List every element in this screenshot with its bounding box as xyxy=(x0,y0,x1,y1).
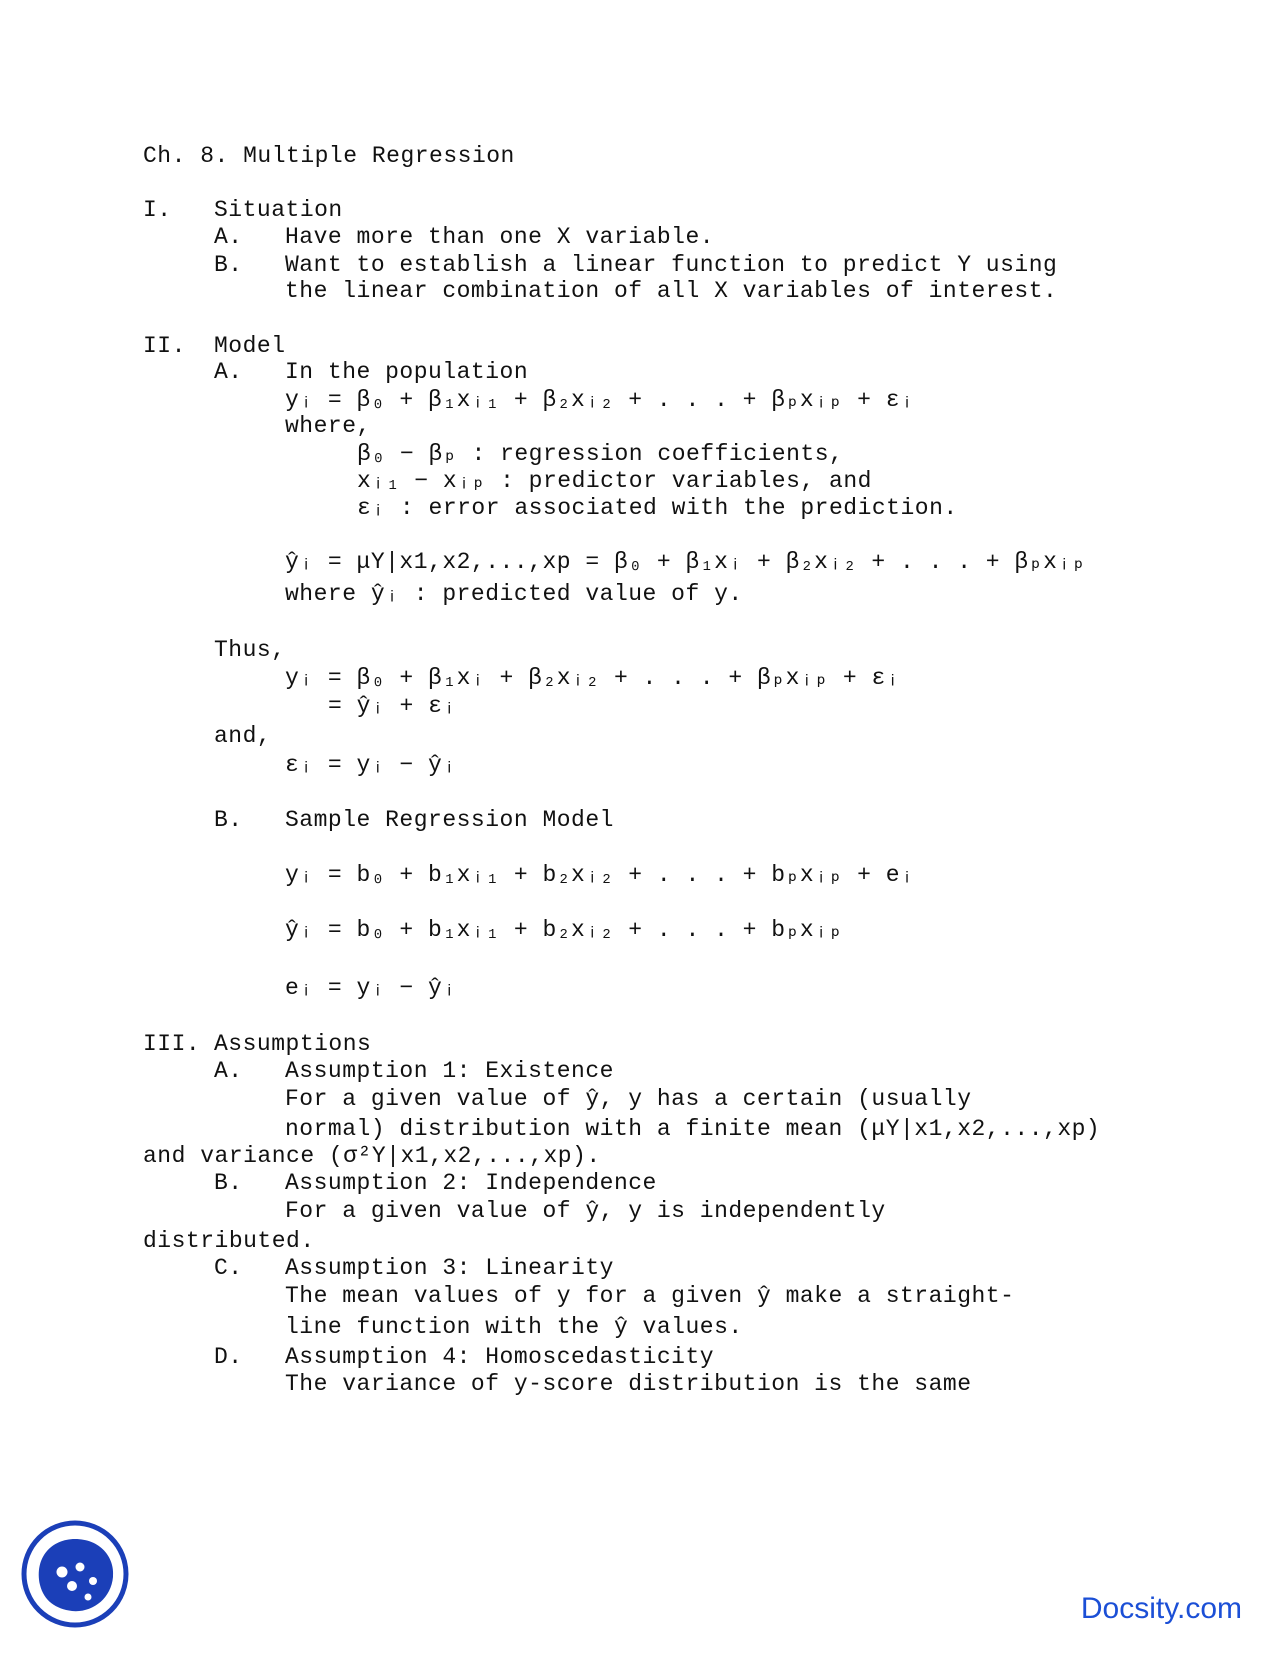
page-title: Ch. 8. Multiple Regression xyxy=(143,143,515,169)
definition-coefficients: β₀ − βₚ : regression coefficients, xyxy=(357,441,844,467)
item-1a-text: Have more than one X variable. xyxy=(285,224,715,250)
item-2b-label: B. xyxy=(214,807,243,833)
item-3a-heading: Assumption 1: Existence xyxy=(285,1058,614,1084)
item-3b-text-line1: For a given value of ŷ, y is independently xyxy=(285,1198,886,1224)
definition-error: εᵢ : error associated with the prediction. xyxy=(357,495,958,521)
thus-label: Thus, xyxy=(214,637,286,663)
item-3c-label: C. xyxy=(214,1255,243,1281)
equation-sample-predicted: ŷᵢ = b₀ + b₁xᵢ₁ + b₂xᵢ₂ + . . . + bₚxᵢₚ xyxy=(285,917,843,943)
item-1b-text-line2: the linear combination of all X variables of interest. xyxy=(285,278,1058,304)
item-2a-text: In the population xyxy=(285,359,529,385)
item-1b-text-line1: Want to establish a linear function to predict Y using xyxy=(285,252,1058,278)
equation-thus: yᵢ = β₀ + β₁xᵢ + β₂xᵢ₂ + . . . + βₚxᵢₚ + εᵢ xyxy=(285,665,901,691)
item-3c-text-line1: The mean values of y for a given ŷ make a straight- xyxy=(285,1283,1015,1309)
equation-population: yᵢ = β₀ + β₁xᵢ₁ + β₂xᵢ₂ + . . . + βₚxᵢₚ + εᵢ xyxy=(285,387,915,413)
item-3a-text-line2: normal) distribution with a finite mean (μY|x1,x2,...,xp) xyxy=(285,1116,1101,1142)
item-3b-text-line2: distributed. xyxy=(143,1228,315,1254)
item-2b-text: Sample Regression Model xyxy=(285,807,614,833)
section-1-heading: Situation xyxy=(214,197,343,223)
item-3c-text-line2: line function with the ŷ values. xyxy=(285,1314,743,1340)
section-3-heading: Assumptions xyxy=(214,1031,372,1057)
item-3d-label: D. xyxy=(214,1344,243,1370)
equation-error: εᵢ = yᵢ − ŷᵢ xyxy=(285,752,457,778)
item-3d-text-line1: The variance of y-score distribution is the same xyxy=(285,1371,972,1397)
and-label: and, xyxy=(214,723,272,749)
section-2-number: II. xyxy=(143,333,186,359)
item-3c-heading: Assumption 3: Linearity xyxy=(285,1255,614,1281)
item-3b-label: B. xyxy=(214,1170,243,1196)
section-1-number: I. xyxy=(143,197,172,223)
item-2a-label: A. xyxy=(214,359,243,385)
section-2-heading: Model xyxy=(214,333,286,359)
item-3b-heading: Assumption 2: Independence xyxy=(285,1170,657,1196)
equation-sample-residual: eᵢ = yᵢ − ŷᵢ xyxy=(285,975,457,1001)
item-1b-label: B. xyxy=(214,252,243,278)
item-3a-text-line1: For a given value of ŷ, y has a certain (usually xyxy=(285,1086,972,1112)
section-3-number: III. xyxy=(143,1031,201,1057)
item-3a-label: A. xyxy=(214,1058,243,1084)
definition-predictors: xᵢ₁ − xᵢₚ : predictor variables, and xyxy=(357,468,872,494)
item-1a-label: A. xyxy=(214,224,243,250)
equation-sample: yᵢ = b₀ + b₁xᵢ₁ + b₂xᵢ₂ + . . . + bₚxᵢₚ + eᵢ xyxy=(285,862,915,888)
equation-thus-continued: = ŷᵢ + εᵢ xyxy=(328,693,457,719)
docsity-logo-icon[interactable] xyxy=(20,1519,130,1629)
where-label: where, xyxy=(285,413,371,439)
equation-predicted: ŷᵢ = μY|x1,x2,...,xp = β₀ + β₁xᵢ + β₂xᵢ₂ + . . . + βₚxᵢₚ xyxy=(285,549,1087,575)
item-3d-heading: Assumption 4: Homoscedasticity xyxy=(285,1344,715,1370)
predicted-definition: where ŷᵢ : predicted value of y. xyxy=(285,581,743,607)
item-3a-text-line3: and variance (σ²Y|x1,x2,...,xp). xyxy=(143,1143,601,1169)
docsity-brand-link[interactable]: Docsity.com xyxy=(1080,1592,1242,1625)
